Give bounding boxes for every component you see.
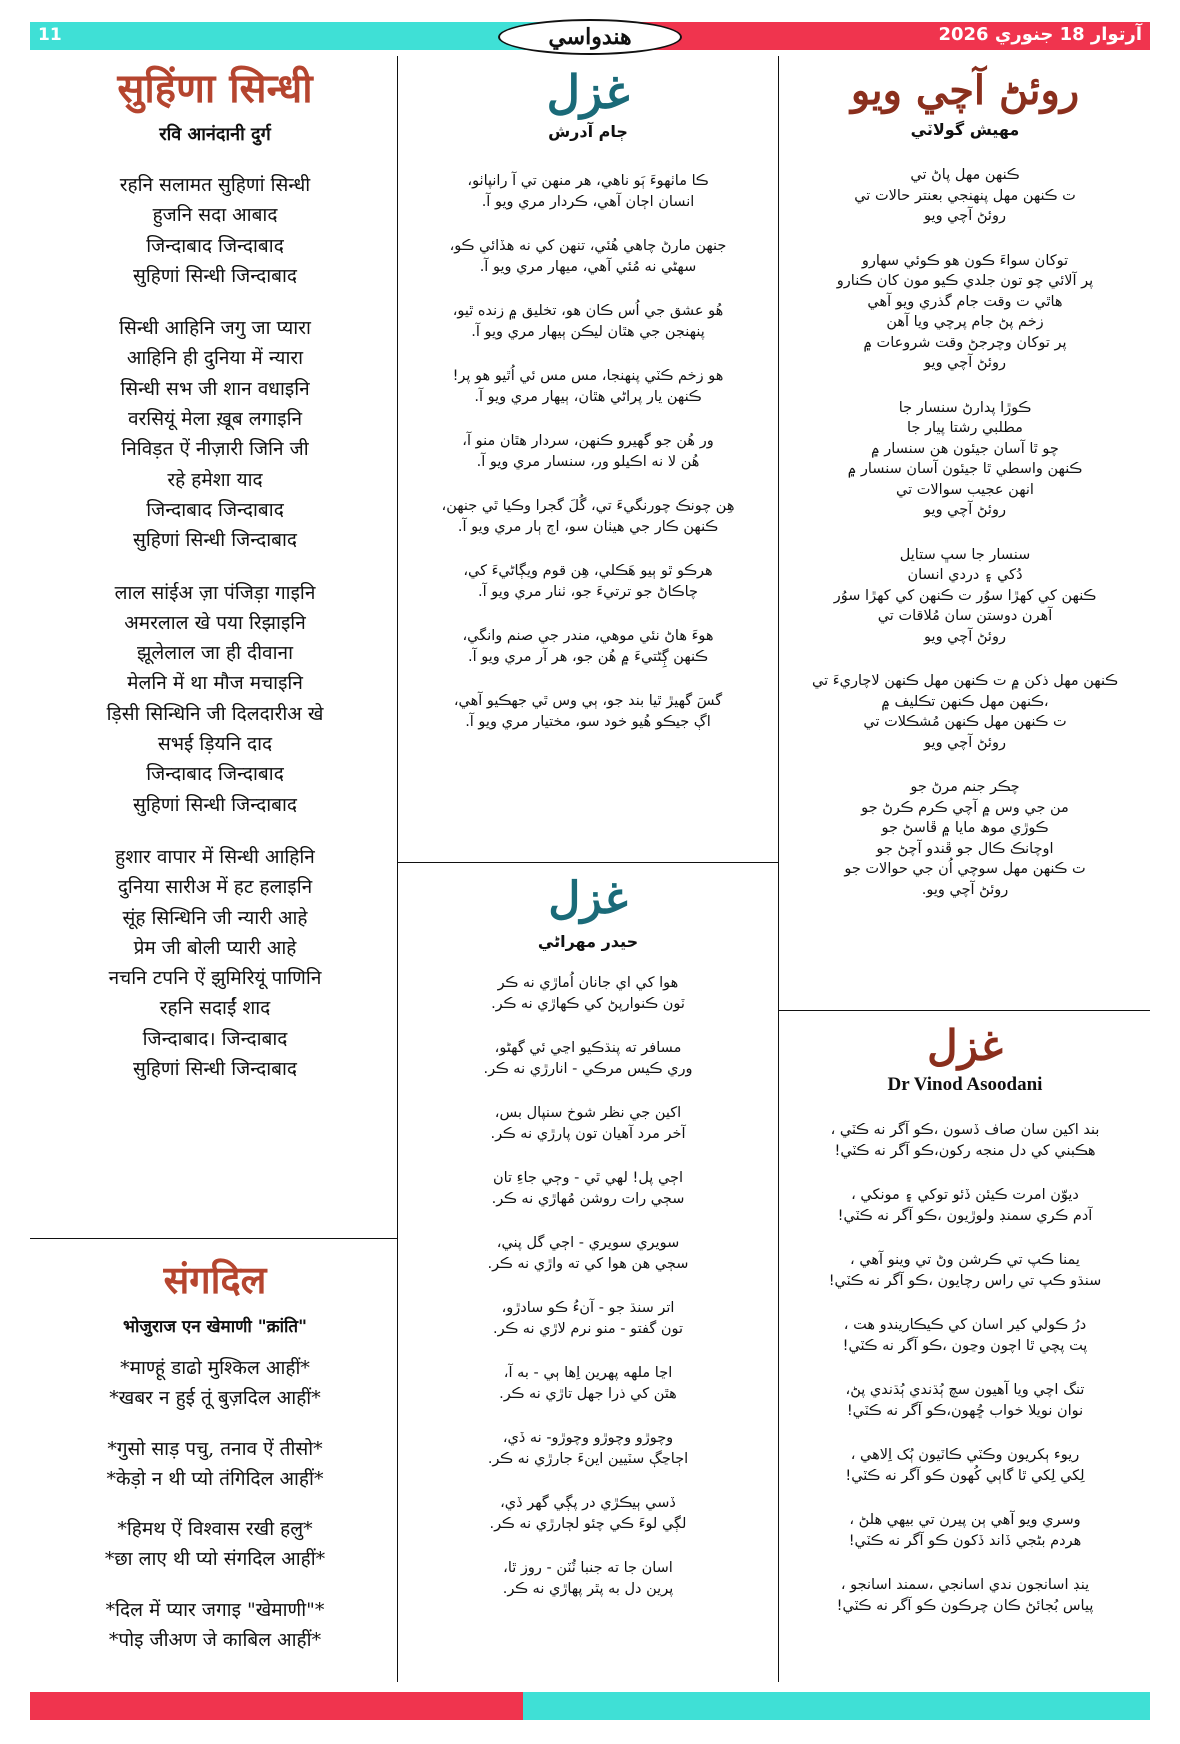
poem-line: پياس بُجائڻ ڪان چرڪون ڪو آگر نه ڪٽي! <box>836 1597 1094 1614</box>
poem-line: ड़िसी सिन्धिनि जी दिलदारीअ खे <box>106 702 324 725</box>
poem-line: ھُو عشق جي اُس ڪان ھو، تخليق ۾ زنده ٿيو، <box>452 303 724 319</box>
poem-line: بند اکين سان صاف ڏسون ،ڪو آگر نه ڪٽي ، <box>830 1122 1100 1138</box>
poem-body <box>402 973 774 1599</box>
poem-line: *माण्हूं डाढो मुश्किल आहीं* <box>120 1357 310 1379</box>
poem-line: दुनिया सारीअ में हट हलाइनि <box>117 876 313 899</box>
stanza <box>784 1185 1146 1226</box>
stanza <box>402 1493 774 1534</box>
poem-line: ھرڪو ٿو ٻيو ھَڪلي، ھِن قوم ويڳاڻيءَ کي، <box>463 563 713 579</box>
header-strip <box>30 22 1150 50</box>
stanza <box>402 431 774 472</box>
poem-author: भोजुराज एन खेमाणी "क्रांति" <box>123 1317 307 1337</box>
stanza <box>402 236 774 277</box>
masthead-logo: هندواسي <box>498 19 682 55</box>
poem-line: سنڌو ڪپ تي راس رچايون ،ڪو آگر نه ڪٽي! <box>828 1272 1102 1289</box>
poem-line: روئڻ آچي ويو <box>924 734 1006 751</box>
poem-line: ڪنھن ڪار جي ھيٺان سو، اڄ ٻار مري ويو آ. <box>457 518 719 535</box>
poem-line: توکان سواءَ ڪون ھو ڪوئي سھارو <box>861 252 1069 269</box>
poem-line: ھِن چونڪ چورنگيءَ تي، گُلَ گجرا وڪيا ٿي جنھن، <box>441 498 735 514</box>
poem-line: रहनि सदाईं शाद <box>159 997 271 1020</box>
stanza <box>402 1298 774 1339</box>
poem-line: *पोइ जीअण जे काबिल आहीं* <box>108 1629 322 1652</box>
middle-ghazal-1 <box>402 62 774 756</box>
poem-line: ريوء ٻکريون وڪٽي ڪاٽيون ٻُک اِلاھي ، <box>850 1447 1080 1463</box>
poem-line: सूंह सिन्धिनि जी न्यारी आहे <box>122 906 308 929</box>
stanza <box>402 1103 774 1144</box>
stanza <box>784 1575 1146 1616</box>
stanza <box>784 1315 1146 1356</box>
poem-line: ڪنھن واسطي ٿا جيئون آسان سنسار ۾ <box>847 461 1083 477</box>
poem-line: ،ڪنھن مھل ڪنھن تڪليف ۾ <box>881 693 1049 710</box>
poem-title: غزل <box>548 873 628 924</box>
stanza <box>402 1363 774 1404</box>
poem-body <box>784 165 1146 900</box>
poem-line: ڪنھن مھل پاڻ تي <box>910 167 1020 183</box>
stanza <box>784 545 1146 648</box>
poem-line: اڄي پل! لھي ٿي - وڄي جاءِ تان <box>492 1170 684 1186</box>
poem-line: आहिनि ही दुनिया में न्यारा <box>126 347 304 370</box>
poem-line: जिन्दाबाद जिन्दाबाद <box>146 763 284 786</box>
poem-line: مسافر ته پنڌڪيو اڃي ئي گھڻو، <box>494 1040 682 1056</box>
poem-line: انھن عجيب سوالات تي <box>896 481 1034 498</box>
poem-line: ھٿن کي ذرا جھل تاڙي نه ڪر. <box>499 1385 677 1402</box>
poem-line: نوان نويلا خواب ڇُھون،ڪو آگر نه ڪٽي! <box>846 1402 1084 1419</box>
poem-line: ت ڪنھن مھل ڪنھن مُشڪلات تي <box>863 714 1067 730</box>
stanza <box>402 626 774 667</box>
poem-line: ڪنھن کي کھڙا سوُر ت ڪنھن کي کھڙا سوُر <box>833 587 1097 604</box>
poem-line: झूलेलाल जा ही दीवाना <box>136 642 294 665</box>
poem-author: ڄام آدرش <box>548 122 628 141</box>
poem-title: सुहिंणा सिन्धी <box>117 65 313 112</box>
poem-line: اکين جي نظر شوخ سنپال بس، <box>494 1105 682 1121</box>
poem-line: सिन्धी सभ जी शान वधाइनि <box>120 377 310 400</box>
poem-line: اسان جا ته جنبا ٽُٽن - روز ٿا، <box>503 1560 673 1576</box>
left-poem-2 <box>40 1254 390 1675</box>
poem-line: ور ھُن جو گھيرو ڪنھن، سردار ھٿان منو آ، <box>462 433 714 449</box>
stanza <box>784 1380 1146 1421</box>
poem-line: وري ڪيس مرڪي - انارڙي نه ڪر. <box>483 1060 693 1077</box>
stanza <box>402 366 774 407</box>
poem-line: سھڻي نه مُئي آھي، ميھار مري ويو آ. <box>479 258 697 275</box>
poem-line: اڳ جيڪو ھُيو خود سو، مختيار مري ويو آ. <box>465 713 711 730</box>
poem-title: غزل <box>546 65 630 119</box>
poem-line: اتر سنڌ جو - آنءُ ڪو سادڙو، <box>501 1300 675 1316</box>
poem-line: ھردم بڻجي ڏاند ڏکون ڪو آگر نه ڪٽي! <box>848 1532 1082 1549</box>
stanza <box>784 671 1146 753</box>
poem-line: *खबर न हुई तूं बुज़दिल आहीं* <box>109 1387 321 1410</box>
poem-line: प्रेम जी बोली प्यारी आहे <box>133 936 297 959</box>
poem-line: لِکي لِکي ٿا گاٻي کُھون ڪو آگر نه ڪٽي! <box>845 1467 1085 1484</box>
poem-line: تنگ اچي ويا آھيون سچ ٻُڌندي ٻُڌندي پڻ، <box>845 1382 1085 1398</box>
poem-line: مطلبي رشتا پيار جا <box>907 420 1023 436</box>
poem-line: روئڻ آچي ويو <box>924 628 1006 645</box>
poem-line: پنھنجن جي ھٿان ليڪن ٻيھار مري ويو آ. <box>471 323 705 340</box>
poem-author: حيدر مهراڻي <box>537 932 639 951</box>
poem-line: سويري سويري - اڄي گل پني، <box>496 1235 680 1251</box>
poem-line: چو ٿا آسان جيئون ھن سنسار ۾ <box>871 440 1059 457</box>
poem-line: सिन्धी आहिनि जगु जा प्यारा <box>119 317 311 340</box>
column-rule-left <box>397 56 398 1682</box>
poem-line: ڪنھن ڳِڻتيءَ ۾ ھُن جو، ھر آر مري ويو آ. <box>467 648 708 665</box>
poem-line: रहे हमेशा याद <box>167 468 263 491</box>
poem-body <box>40 170 390 1084</box>
poem-line: وچوڙو وچوڙو وچوڙو- نه ڏي، <box>502 1430 674 1446</box>
poem-line: ڪوڙا پدارڻ سنسار جا <box>898 399 1032 416</box>
poem-body <box>784 1120 1146 1616</box>
poem-title: संगदिल <box>163 1257 267 1302</box>
stanza <box>402 691 774 732</box>
stanza <box>40 1434 390 1495</box>
section-rule-right <box>778 1010 1150 1011</box>
poem-line: सभई ड़ियनि दाद <box>157 733 273 756</box>
stanza <box>402 171 774 212</box>
poem-line: *छा लाए थी प्यो संगदिल आहीं* <box>104 1548 326 1571</box>
poem-line: سڄي رات روشن مُھاڙي نه ڪر. <box>491 1190 685 1207</box>
stanza <box>402 1038 774 1079</box>
stanza <box>40 1353 390 1414</box>
poem-line: ت ڪنھن مھل پنھنجي بعنتر حالات تي <box>854 187 1076 204</box>
stanza <box>784 1120 1146 1161</box>
poem-line: پت پچي ٿا اچون وڃون ،ڪو آگر نه ڪٽي! <box>842 1337 1088 1354</box>
poem-line: ھڪبني کي دل منجه رکون،ڪو آگر نه ڪٽي! <box>834 1142 1096 1159</box>
poem-line: जिन्दाबाद। जिन्दाबाद <box>142 1027 288 1050</box>
stanza <box>40 1514 390 1575</box>
poem-line: *दिल में प्यार जगाइ "खेमाणी"* <box>105 1598 325 1621</box>
poem-line: सुहिणां सिन्धी जिन्दाबाद <box>133 793 297 816</box>
poem-line: हुजनि सदा आबाद <box>152 204 278 227</box>
stanza <box>402 1428 774 1469</box>
stanza <box>40 578 390 820</box>
poem-line: ڪنھن مھل ذکن ۾ ت ڪنھن مھل ڪنھن لاچاريءَ تي <box>812 673 1118 689</box>
poem-line: ٽون ڪنوارپڻ کي ڪھاڙي نه ڪر. <box>491 995 685 1012</box>
poem-line: روئڻ آچي ويو <box>924 355 1006 371</box>
poem-line: जिन्दाबाद जिन्दाबाद <box>146 498 284 521</box>
poem-line: پر آلائي چو تون جلدي ڪيو مون کان ڪنارو <box>836 273 1094 289</box>
poem-line: انسان اڄان آھي، ڪردار مري ويو آ. <box>481 193 695 210</box>
stanza <box>784 1445 1146 1486</box>
poem-line: آهرن دوستن سان مُلاقات تي <box>877 608 1053 624</box>
poem-line: वरसियूं मेला ख़ूब लगाइनि <box>127 408 303 431</box>
poem-line: मेलनि में था मौज मचाइनि <box>127 672 303 695</box>
poem-line: روئڻ آچي ويو <box>924 502 1006 518</box>
poem-line: چڪر جنم مرڻ جو <box>910 779 1020 795</box>
left-poem-1 <box>40 62 390 1106</box>
footer-strip <box>30 1692 1150 1720</box>
stanza <box>40 170 390 291</box>
poem-line: ھوا کي اي جانان اُماڙي نه ڪر <box>497 975 679 991</box>
stanza <box>402 1168 774 1209</box>
poem-line: درُ ڪولي کير اسان کي ڪيڪاريندو ھت ، <box>843 1317 1087 1333</box>
poem-author: مهيش گولاٽي <box>910 120 1020 139</box>
poem-line: اڄاڃڳ سٽيين اينءَ جارڙي نه ڪر. <box>487 1450 689 1467</box>
poem-line: ھُن لا نه اڪيلو ور، سنسار مري ويو آ. <box>476 453 700 470</box>
poem-line: ڪوڙي موھ مايا ۾ ڦاسڻ جو <box>881 820 1049 836</box>
column-rule-right <box>778 56 779 1682</box>
poem-line: سنسار جا سڀ ستايل <box>899 546 1031 563</box>
stanza <box>402 496 774 537</box>
stanza <box>784 1510 1146 1551</box>
middle-ghazal-2 <box>402 870 774 1623</box>
poem-line: *गुसो साड़ पचु, तनाव ऐं तीसो* <box>107 1437 323 1460</box>
stanza <box>402 973 774 1014</box>
footer-cyan-band <box>523 1692 1150 1720</box>
poem-line: پرين دل به پٿر پھاڙي نه ڪر. <box>502 1580 674 1597</box>
page-number: 11 <box>38 25 62 45</box>
poem-line: اڃا ملھه پھرين اِھا ٻي - به آ، <box>503 1365 673 1381</box>
poem-line: सुहिणां सिन्धी जिन्दाबाद <box>133 529 297 552</box>
poem-line: آدم ڪري سمنڊ ولوڙيون ،ڪو آگر نه ڪٽي! <box>837 1207 1093 1224</box>
poem-line: روئڻ آچي ويو. <box>921 881 1009 898</box>
poem-body <box>402 171 774 732</box>
poem-line: چاڪاڻ جو ترتيءَ جو، ٺنار مري ويو آ. <box>478 583 698 600</box>
stanza <box>402 1233 774 1274</box>
poem-line: لڳي لوءَ ڪي چئو لڄارڙي نه ڪر. <box>489 1515 687 1532</box>
poem-line: नचनि टपनि ऐं झुमिरियूं पाणिनि <box>108 967 322 990</box>
stanza <box>784 165 1146 227</box>
poem-line: ڪنھن يار پراڻي ھٿان، ٻيھار مري ويو آ. <box>474 388 702 405</box>
section-rule-middle <box>397 862 778 863</box>
stanza <box>402 1558 774 1599</box>
poem-line: تون گفتو - منو نرم لاڙي نه ڪر. <box>492 1320 684 1337</box>
stanza <box>402 561 774 602</box>
poem-line: ت ڪنھن مھل سوچي اُن جي حوالات جو <box>844 861 1086 877</box>
poem-line: وسري ويو آھي ٻن پيرن تي بيھي ھلڻ ، <box>849 1512 1081 1528</box>
stanza <box>40 842 390 1084</box>
right-poem-1 <box>784 62 1146 924</box>
stanza <box>402 301 774 342</box>
poem-line: يمنا ڪپ تي ڪرشن وڻ تي وينو آھي ، <box>850 1252 1080 1268</box>
poem-line: रहनि सलामत सुहिणां सिन्धी <box>119 174 311 196</box>
poem-line: निविड़त ऐं नीज़ारी जिनि जी <box>121 438 309 461</box>
poem-line: آخر مرد آھيان تون پارڙي نه ڪر. <box>490 1125 686 1142</box>
poem-author: रवि आनंदानी दुर्ग <box>159 124 271 145</box>
stanza <box>784 251 1146 374</box>
poem-line: پر توکان وچرجڻ وقت شروعات ۾ <box>863 334 1067 351</box>
poem-line: ڪا ماٺھوءَ ٻَو ناھي، ھر منھن تي آ رانپاٺو، <box>467 173 709 189</box>
stanza <box>40 1595 390 1656</box>
poem-line: زخم پڻ جام پرچي ويا آھن <box>886 314 1044 330</box>
poem-author: Dr Vinod Asoodani <box>887 1074 1043 1095</box>
poem-title: روئڻ آچي ويو <box>850 67 1080 114</box>
poem-line: हुशार वापार में सिन्धी आहिनि <box>115 845 315 868</box>
poem-line: जिन्दाबाद जिन्दाबाद <box>146 234 284 257</box>
poem-line: लाल सांईअ ज़ा पंजिड़ा गाइनि <box>114 581 316 604</box>
poem-line: من جي وس ۾ آچي ڪرم ڪرڻ جو <box>861 799 1069 816</box>
footer-red-band <box>30 1692 523 1720</box>
poem-line: ديوّن امرت ڪيئن ڏئو توکي ۽ مونکي ، <box>851 1187 1079 1203</box>
stanza <box>784 398 1146 521</box>
poem-line: ھو زخم ڪٽي پنھنجا، مس مس ئي اُٿيو ھو پر! <box>452 368 724 384</box>
stanza <box>40 313 390 555</box>
poem-line: ھاٿي ت وقت جام گذري ويو آھي <box>867 293 1063 310</box>
poem-line: گسَ گھيڙ ٿيا بند جو، ٻي وس ٿي جھڪيو آھي، <box>453 693 723 709</box>
poem-line: ھوءَ ھاڻ نئي موھي، مندر جي صنم وانگي، <box>462 628 714 644</box>
stanza <box>784 777 1146 900</box>
poem-line: روئڻ آچي ويو <box>924 208 1006 224</box>
poem-line: सुहिणां सिन्धी जिन्दाबाद <box>133 264 297 287</box>
poem-line: *केड़ो न थी प्यो तंगिदिल आहीं* <box>106 1467 324 1490</box>
poem-line: अमरलाल खे पया रिझाइनि <box>124 611 306 634</box>
poem-line: सुहिणां सिन्धी जिन्दाबाद <box>133 1058 297 1081</box>
right-poem-2 <box>784 1018 1146 1640</box>
poem-line: سڄي ھن ھوا کي ته واڙي نه ڪر. <box>487 1255 689 1272</box>
poem-line: ڏسي ٻيڪڙي در پڳي گھر ڏي، <box>500 1495 676 1511</box>
issue-date: آرتوار 18 جنوري 2026 <box>938 24 1142 45</box>
section-rule-left <box>30 1238 397 1239</box>
poem-line: جنھن مارڻ چاھي ھُئي، تنھن کي نه ھڏائي ڪو، <box>449 238 727 254</box>
poem-line: *हिमथ ऐं विश्वास रखी हलु* <box>117 1518 313 1541</box>
poem-line: دُکي ۽ دردي انسان <box>907 567 1023 583</box>
poem-line: ينڊ اسانجون ندي اسانجي ،سمند اسانجو ، <box>840 1577 1090 1593</box>
stanza <box>784 1250 1146 1291</box>
poem-line: اوچانڪ ڪال جو ڦندو آچڻ جو <box>876 840 1054 857</box>
poem-body <box>40 1353 390 1655</box>
poem-title: غزل <box>927 1021 1003 1070</box>
